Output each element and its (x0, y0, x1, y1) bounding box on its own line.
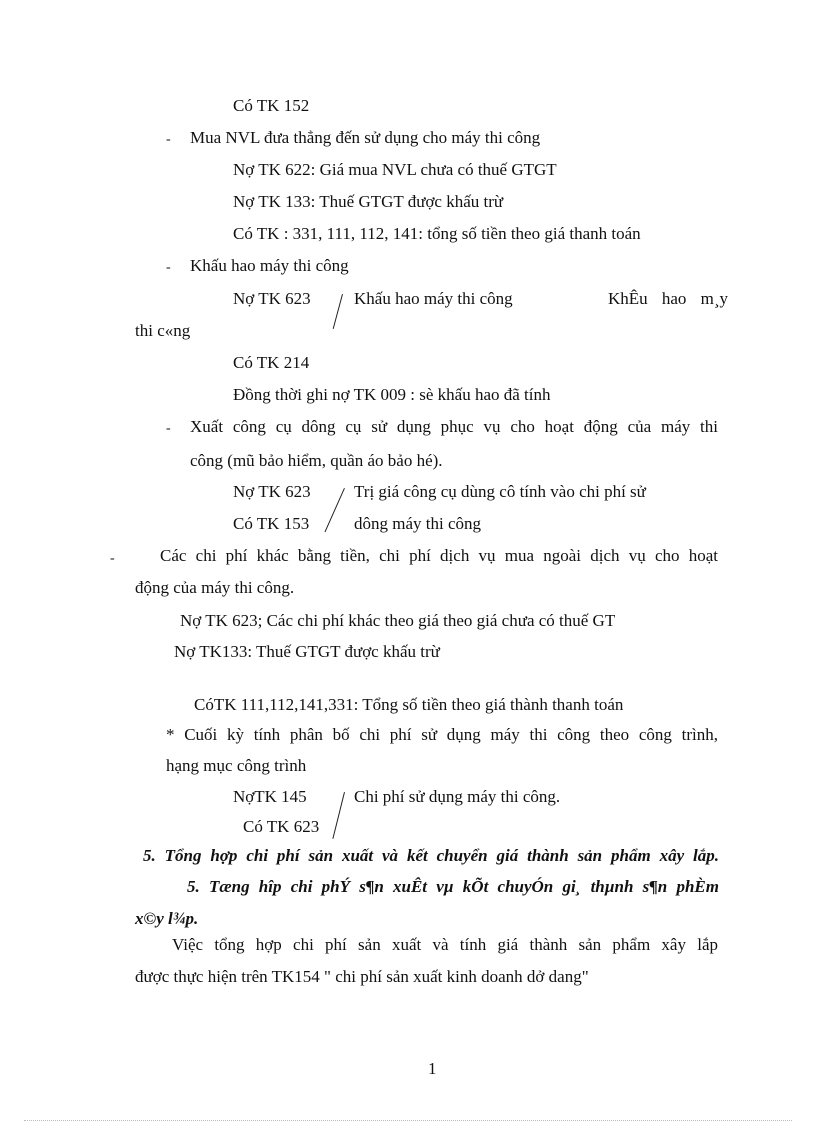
entry-credit-623: Có TK 623 (243, 817, 320, 836)
entry-debit-622: Nợ TK 622: Giá mua NVL chưa có thuế GTGT (233, 160, 557, 179)
bullet-item-tools-continued: công (mũ bảo hiểm, quần áo bảo hé). (190, 451, 443, 470)
entry-description-continued: dông máy thi công (354, 514, 482, 533)
garbled-text-continued: thi c«ng (135, 321, 191, 340)
footer-divider (24, 1120, 792, 1121)
body-paragraph-continued: được thực hiện trên TK154 " chi phí sản xuất kinh doanh dở dang" (135, 967, 589, 986)
bullet-item-tools: Xuất công cụ dông cụ sử dụng phục vụ cho hoạt động của máy thi (190, 417, 718, 436)
bullet-item-nvl: Mua NVL đưa thẳng đến sử dụng cho máy thi công (190, 128, 541, 147)
body-paragraph: Việc tổng hợp chi phí sản xuất và tính giá thành sản phẩm xây lắp (172, 935, 718, 954)
section-heading: 5. Tổng hợp chi phí sản xuất và kết chuyển giá thành sản phẩm xây lắp. (143, 846, 719, 865)
period-end-note: * Cuối kỳ tính phân bố chi phí sử dụng máy thi công theo công trình, (166, 725, 718, 744)
entry-debit-133: Nợ TK133: Thuế GTGT được khấu trừ (174, 642, 440, 661)
period-end-note-continued: hạng mục công trình (166, 756, 307, 775)
bullet-item-depreciation: Khấu hao máy thi công (190, 256, 349, 275)
bullet-dash: - (166, 421, 171, 436)
entry-separator (332, 792, 345, 839)
section-heading-garbled-continued: x©y l¾p. (135, 909, 199, 928)
bullet-item-other-costs-continued: động của máy thi công. (135, 578, 295, 597)
garbled-text: KhÊu hao m¸y (608, 289, 728, 308)
entry-credit-331: Có TK : 331, 111, 112, 141: tổng số tiền theo giá thanh toán (233, 224, 641, 243)
section-heading-garbled: 5. Tæng hîp chi phÝ s¶n xuÊt vµ kÕt chuyÓn gi¸ thµnh s¶n phÈm (187, 877, 719, 896)
entry-description: Trị giá công cụ dùng cô tính vào chi phí sử (354, 482, 646, 501)
entry-debit-009: Đồng thời ghi nợ TK 009 : sè khấu hao đã tính (233, 385, 551, 404)
entry-separator (333, 294, 343, 329)
bullet-dash: - (166, 132, 171, 147)
page-number: 1 (428, 1059, 437, 1078)
entry-debit-623: Nợ TK 623 (233, 482, 311, 501)
entry-credit-152: Có TK 152 (233, 96, 310, 115)
entry-debit-133: Nợ TK 133: Thuế GTGT được khấu trừ (233, 192, 504, 211)
entry-description: Chi phí sử dụng máy thi công. (354, 787, 561, 806)
bullet-item-other-costs: Các chi phí khác bằng tiền, chi phí dịch vụ mua ngoài dịch vụ cho hoạt (160, 546, 718, 565)
bullet-dash: - (166, 260, 171, 275)
entry-separator (324, 488, 344, 532)
entry-debit-623-other: Nợ TK 623; Các chi phí khác theo giá theo giá chưa có thuế GT (180, 611, 616, 630)
entry-credit-cash: CóTK 111,112,141,331: Tổng số tiền theo giá thành thanh toán (194, 695, 624, 714)
entry-credit-153: Có TK 153 (233, 514, 310, 533)
entry-debit-145: NợTK 145 (233, 787, 307, 806)
entry-description: Khấu hao máy thi công (354, 289, 513, 308)
entry-debit-623: Nợ TK 623 (233, 289, 311, 308)
entry-credit-214: Có TK 214 (233, 353, 310, 372)
bullet-dash: - (110, 551, 115, 566)
